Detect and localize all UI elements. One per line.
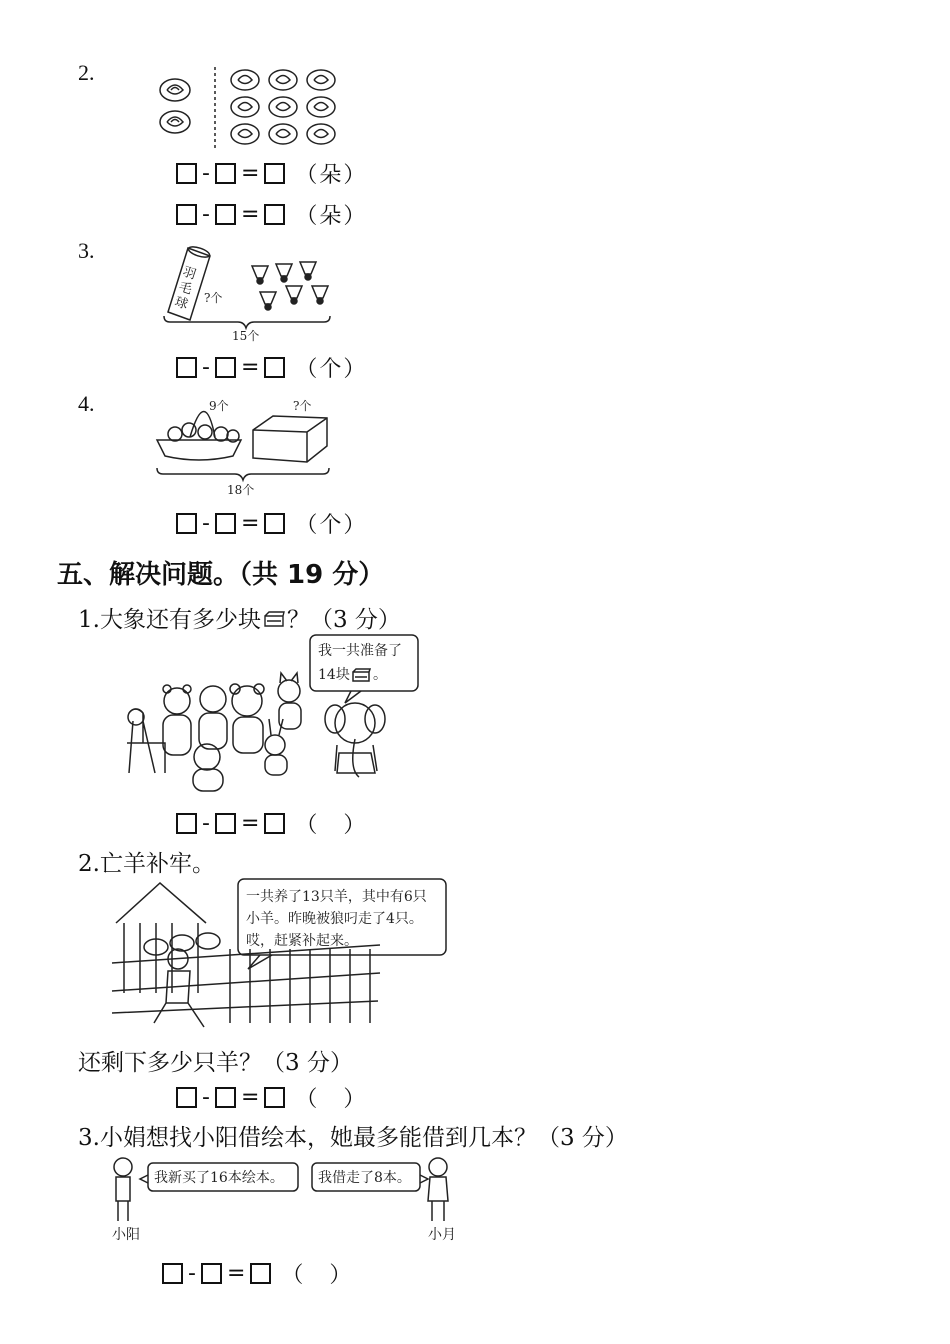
tube-label-char-3: 球 <box>172 294 190 313</box>
bubble-line-3: 哎，赶紧补起来。 <box>246 933 358 949</box>
minus-sign: - <box>188 1261 196 1286</box>
basket-count-label: 9个 <box>209 399 229 413</box>
problem-2-equation <box>176 1082 367 1113</box>
answer-box[interactable] <box>176 204 197 225</box>
elephant-icon <box>325 703 385 777</box>
equals-sign: = <box>240 1085 260 1110</box>
equals-sign: = <box>240 161 260 186</box>
boy-icon <box>114 1158 132 1221</box>
question-4-number: 4. <box>78 391 95 416</box>
problem-3-question: 3.小娟想找小阳借绘本，她最多能借到几本？（3 分） <box>78 1125 628 1151</box>
answer-box[interactable] <box>264 813 285 834</box>
problem-1-equation <box>176 808 367 839</box>
bubble-line-2-end: 。 <box>373 667 387 683</box>
elephant-scene-illustration <box>115 633 435 808</box>
section-5-heading: 五、解决问题。（共 19 分） <box>57 560 385 590</box>
flowers-illustration <box>155 62 370 152</box>
minus-sign: - <box>202 202 210 227</box>
unit-label: （个） <box>295 513 368 538</box>
unit-label: （朵） <box>295 204 368 229</box>
box-icon <box>253 416 327 462</box>
answer-box[interactable] <box>250 1263 271 1284</box>
fence-icon <box>112 945 380 1023</box>
answer-box[interactable] <box>264 357 285 378</box>
question-2-number: 2. <box>78 60 95 85</box>
pig-icon <box>193 744 223 791</box>
answer-box[interactable] <box>264 513 285 534</box>
minus-sign: - <box>202 161 210 186</box>
answer-box[interactable] <box>176 513 197 534</box>
bear-icon-2 <box>230 684 264 753</box>
name-right-label: 小月 <box>428 1227 456 1243</box>
problem-1-score: ？（3 分） <box>286 607 401 633</box>
cake-icon <box>262 608 286 628</box>
answer-box[interactable] <box>162 1263 183 1284</box>
equals-sign: = <box>240 355 260 380</box>
q2-equation-2 <box>176 199 367 230</box>
bear-icon-1 <box>163 685 191 755</box>
minus-sign: - <box>202 355 210 380</box>
bubble-right-text: 我借走了8本。 <box>318 1170 411 1186</box>
question-3-number: 3. <box>78 238 95 263</box>
rose-group-right <box>231 70 335 144</box>
answer-box[interactable] <box>215 163 236 184</box>
bubble-left-text: 我新买了16本绘本。 <box>154 1170 284 1186</box>
q2-equation-1 <box>176 158 367 189</box>
unit-blank[interactable]: （ ） <box>295 813 368 838</box>
answer-box[interactable] <box>176 813 197 834</box>
q4-equation <box>176 508 367 539</box>
answer-box[interactable] <box>176 163 197 184</box>
girl-icon <box>428 1158 448 1221</box>
unit-blank[interactable]: （ ） <box>281 1263 354 1288</box>
answer-box[interactable] <box>201 1263 222 1284</box>
bubble-line-1: 我一共准备了 <box>318 643 402 659</box>
rose-icon-left-1 <box>160 79 190 101</box>
rose-icon-left-2 <box>160 111 190 133</box>
total-brace <box>157 468 329 480</box>
unit-label: （个） <box>295 357 368 382</box>
problem-3-equation <box>162 1258 353 1289</box>
rabbit-icon <box>265 719 287 775</box>
sheep-icon <box>199 686 227 749</box>
shuttlecock-illustration <box>158 240 338 345</box>
book-lending-illustration <box>108 1153 468 1245</box>
equals-sign: = <box>240 511 260 536</box>
equals-sign: = <box>240 202 260 227</box>
q3-equation <box>176 352 367 383</box>
answer-box[interactable] <box>215 813 236 834</box>
giraffe-icon <box>127 709 165 773</box>
minus-sign: - <box>202 811 210 836</box>
total-brace <box>164 316 330 328</box>
name-left-label: 小阳 <box>112 1227 140 1243</box>
answer-box[interactable] <box>215 357 236 378</box>
equals-sign: = <box>240 811 260 836</box>
unit-label: （朵） <box>295 163 368 188</box>
total-label: 18个 <box>227 483 255 497</box>
fox-icon <box>278 673 301 729</box>
equals-sign: = <box>226 1261 246 1286</box>
minus-sign: - <box>202 1085 210 1110</box>
bubble-line-1: 一共养了13只羊，其中有6只 <box>246 889 427 905</box>
unit-blank[interactable]: （ ） <box>295 1087 368 1112</box>
tube-label-char-2: 毛 <box>176 279 194 298</box>
answer-box[interactable] <box>264 1087 285 1108</box>
sheep-pen-illustration <box>110 873 450 1038</box>
answer-box[interactable] <box>264 204 285 225</box>
answer-box[interactable] <box>264 163 285 184</box>
answer-box[interactable] <box>215 513 236 534</box>
basket-icon <box>157 412 241 461</box>
answer-box[interactable] <box>215 1087 236 1108</box>
problem-1-question <box>78 601 401 634</box>
fruit-basket-illustration <box>155 392 335 500</box>
problem-2-title: 2.亡羊补牢。 <box>78 851 215 877</box>
problem-1-text: 1.大象还有多少块 <box>78 607 261 633</box>
answer-box[interactable] <box>215 204 236 225</box>
cake-icon <box>353 669 370 681</box>
box-count-label: ?个 <box>293 399 312 413</box>
minus-sign: - <box>202 511 210 536</box>
answer-box[interactable] <box>176 1087 197 1108</box>
tube-label-char-1: 羽 <box>180 264 198 283</box>
shuttlecock-icons <box>252 262 328 310</box>
problem-2-question: 还剩下多少只羊？（3 分） <box>78 1050 353 1076</box>
total-label: 15个 <box>232 329 260 343</box>
answer-box[interactable] <box>176 357 197 378</box>
unknown-count-label: ?个 <box>204 291 223 305</box>
bubble-line-2: 14块 <box>318 667 350 683</box>
bubble-line-2: 小羊。昨晚被狼叼走了4只。 <box>246 911 423 927</box>
